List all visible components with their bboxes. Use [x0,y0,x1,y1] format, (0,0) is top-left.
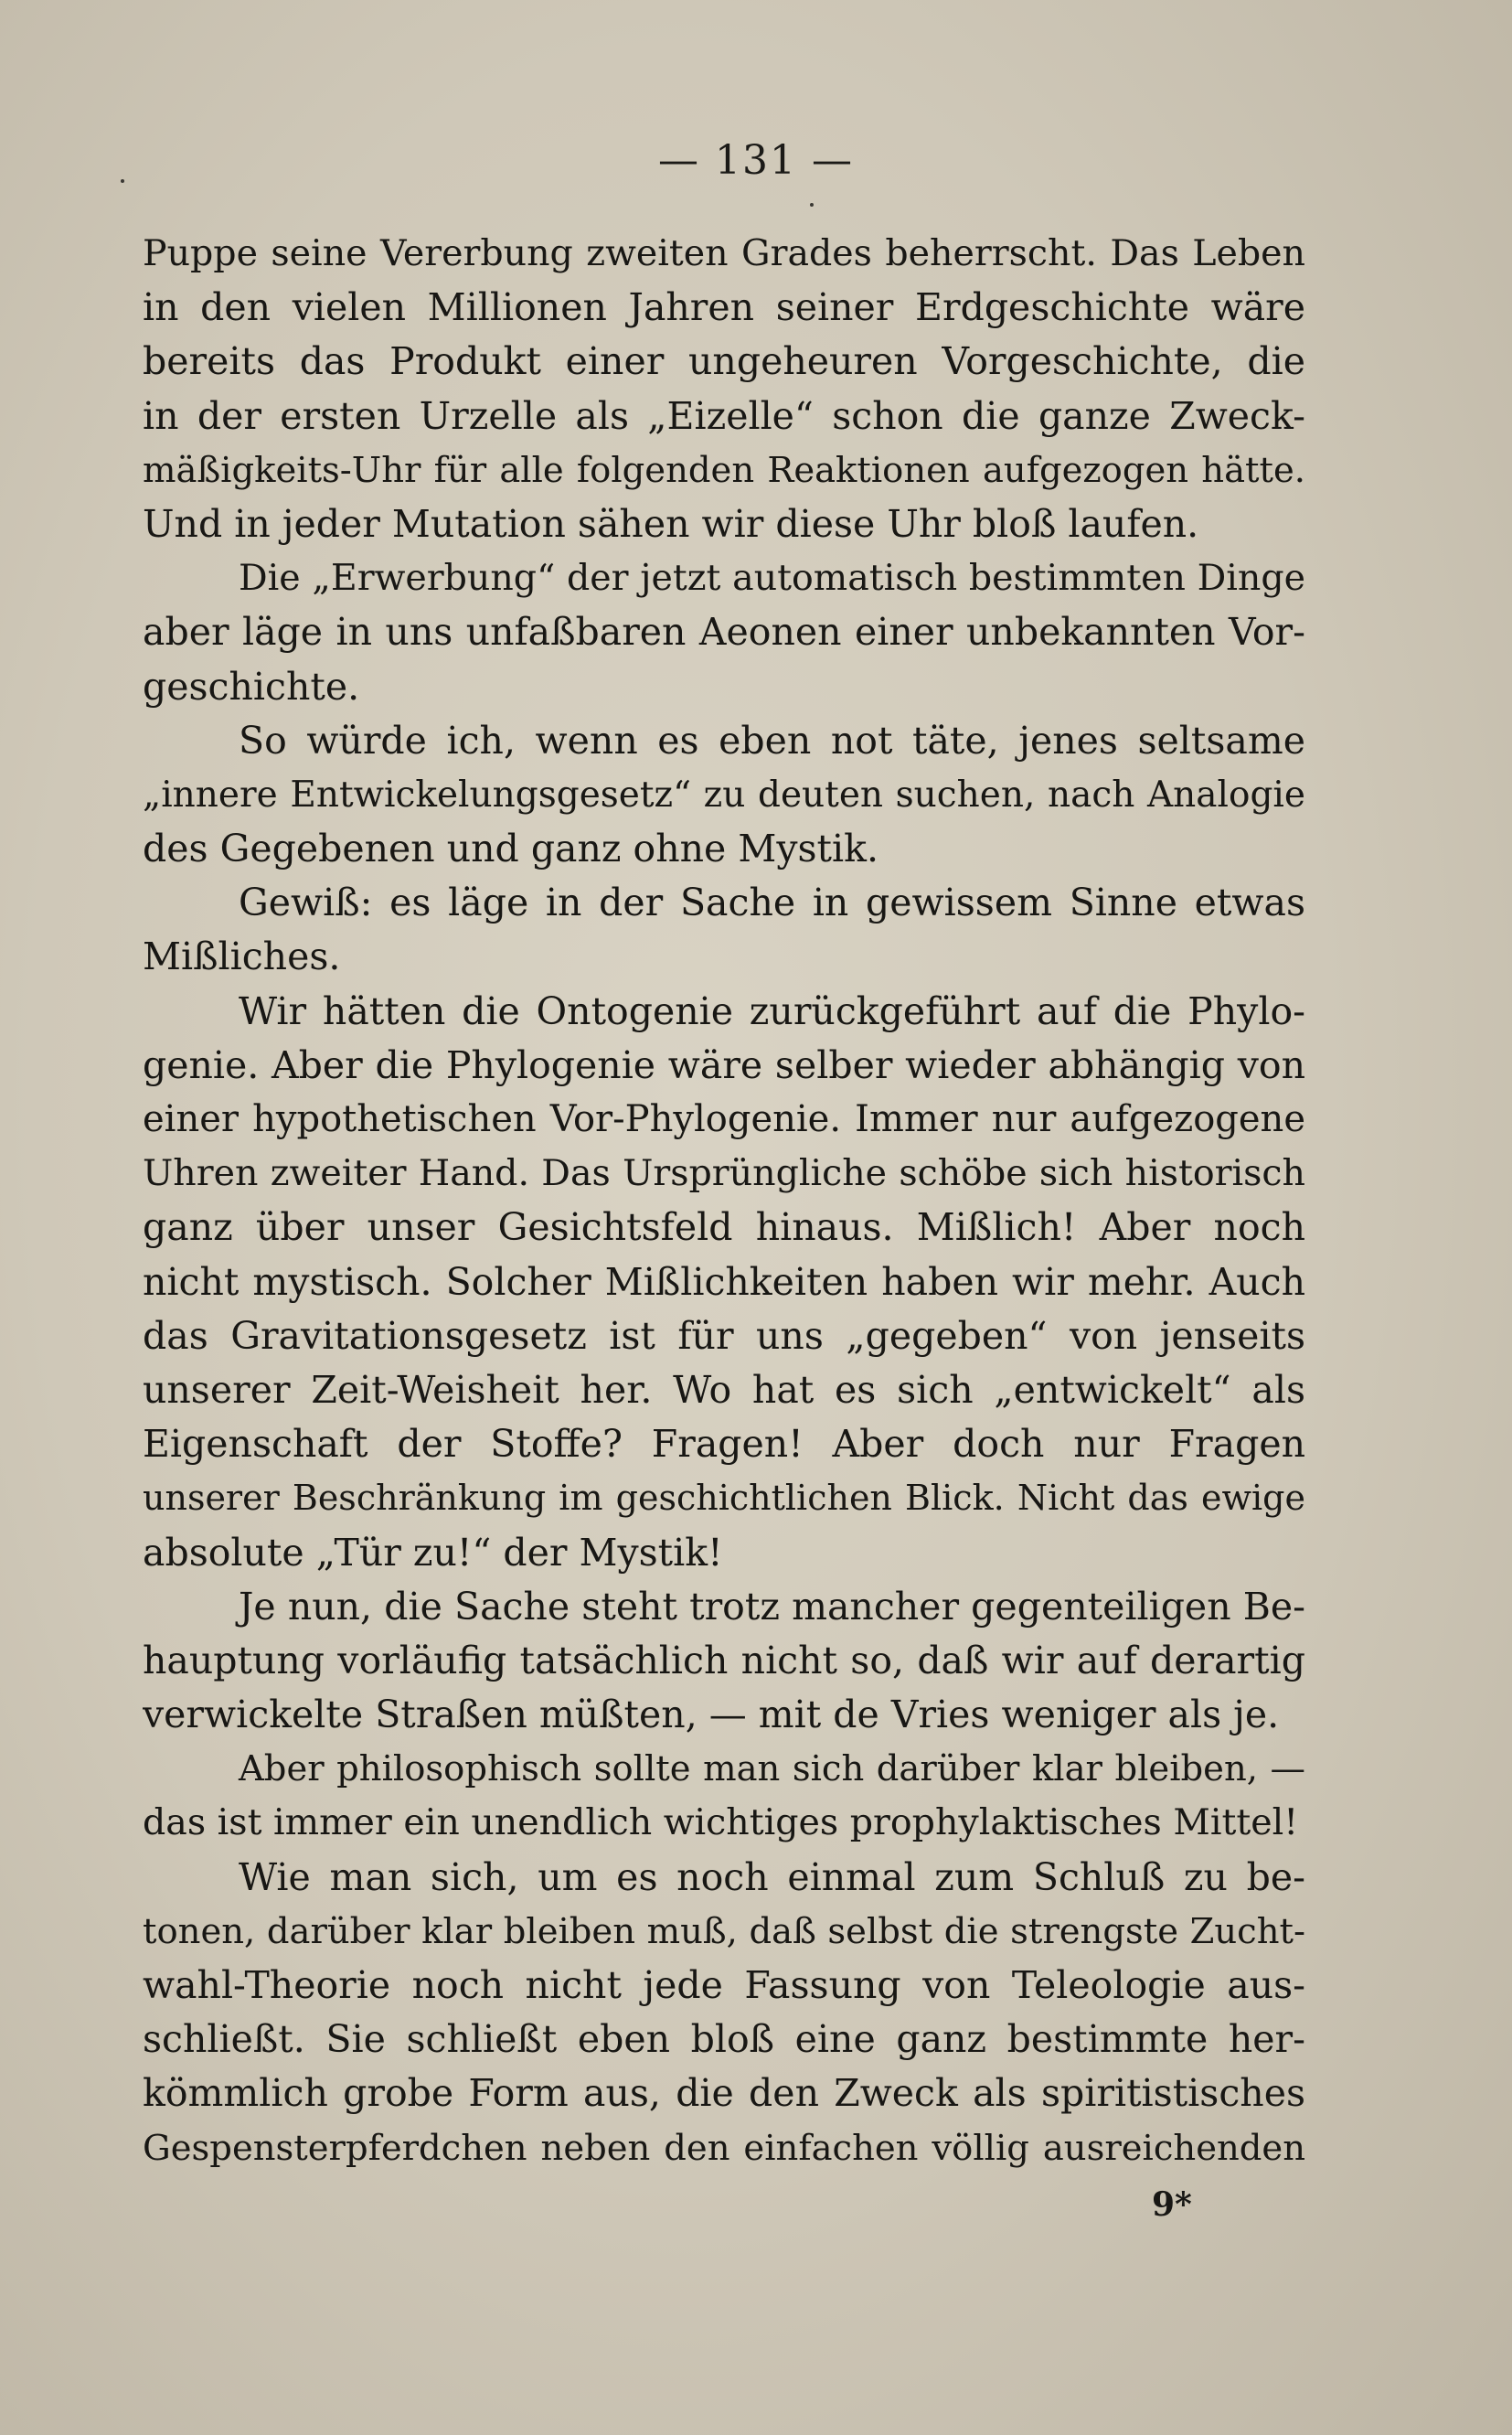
text-line: Wie man sich, um es noch einmal zum Schluß zu be- [239,1854,1305,1899]
text-line: Aber philosophisch sollte man sich darüber klar bleiben, — [239,1748,1305,1790]
text-line: Die „Erwerbung“ der jetzt automatisch bestimmten Dinge [239,557,1305,600]
text-line: verwickelte Straßen müßten, — mit de Vries weniger als je. [143,1693,1280,1737]
text-line: schließt. Sie schließt eben bloß eine ganz bestimmte her- [143,2017,1305,2062]
text-line: das ist immer ein unendlich wichtiges prophylaktisches Mittel! [143,1801,1299,1844]
text-line: nicht mystisch. Solcher Mißlichkeiten haben wir mehr. Auch [143,1259,1305,1304]
text-line: bereits das Produkt einer ungeheuren Vorgeschichte, die [143,339,1305,384]
text-line: unserer Zeit-Weisheit her. Wo hat es sich „entwickelt“ als [143,1367,1305,1412]
text-line: ganz über unser Gesichtsfeld hinaus. Mißlich! Aber noch [143,1205,1305,1250]
text-line: genie. Aber die Phylogenie wäre selber wieder abhängig von [143,1042,1305,1087]
text-line: So würde ich, wenn es eben not täte, jenes seltsame [239,718,1305,763]
text-line: Uhren zweiter Hand. Das Ursprüngliche schöbe sich historisch [143,1152,1305,1195]
text-line: Je nun, die Sache steht trotz mancher gegenteiligen Be- [239,1584,1305,1629]
text-line: tonen, darüber klar bleiben muß, daß selbst die strengste Zucht- [143,1910,1305,1952]
text-line: „innere Entwickelungsgesetz“ zu deuten suchen, nach Analogie [143,774,1305,816]
text-line: einer hypothetischen Vor-Phylogenie. Immer nur aufgezogene [143,1098,1305,1140]
text-line: Und in jeder Mutation sähen wir diese Uhr bloß laufen. [143,501,1199,546]
paper-speck [810,203,814,207]
text-line: hauptung vorläufig tatsächlich nicht so, daß wir auf derartig [143,1638,1305,1682]
text-line: des Gegebenen und ganz ohne Mystik. [143,827,878,871]
body-text [143,227,1305,2175]
text-line: das Gravitationsgesetz ist für uns „gegeben“ von jenseits [143,1313,1305,1358]
text-line: Gewiß: es läge in der Sache in gewissem Sinne etwas [239,881,1305,925]
text-line: Wir hätten die Ontogenie zurückgeführt auf die Phylo- [239,988,1305,1033]
text-line: Puppe seine Vererbung zweiten Grades beherrscht. Das Leben [143,232,1305,274]
text-line: Eigenschaft der Stoffe? Fragen! Aber doch nur Fragen [143,1422,1305,1467]
text-line: Gespensterpferdchen neben den einfachen völlig ausreichenden [143,2127,1305,2169]
text-line: kömmlich grobe Form aus, die den Zweck als spiritistisches [143,2071,1305,2116]
paper-speck [121,179,124,183]
text-line: geschichte. [143,664,360,709]
text-line: unserer Beschränkung im geschichtlichen Blick. Nicht das ewige [143,1478,1305,1519]
page-number: — 131 — [658,137,854,184]
signature-mark: 9* [1152,2185,1192,2224]
text-line: Mißliches. [143,934,341,979]
text-line: mäßigkeits-Uhr für alle folgenden Reaktionen aufgezogen hätte. [143,449,1305,491]
text-line: absolute „Tür zu!“ der Mystik! [143,1530,723,1575]
text-line: wahl-Theorie noch nicht jede Fassung von Teleologie aus- [143,1963,1305,2007]
text-line: in der ersten Urzelle als „Eizelle“ schon die ganze Zweck- [143,393,1305,438]
text-line: in den vielen Millionen Jahren seiner Erdgeschichte wäre [143,285,1305,330]
text-line: aber läge in uns unfaßbaren Aeonen einer unbekannten Vor- [143,610,1305,655]
